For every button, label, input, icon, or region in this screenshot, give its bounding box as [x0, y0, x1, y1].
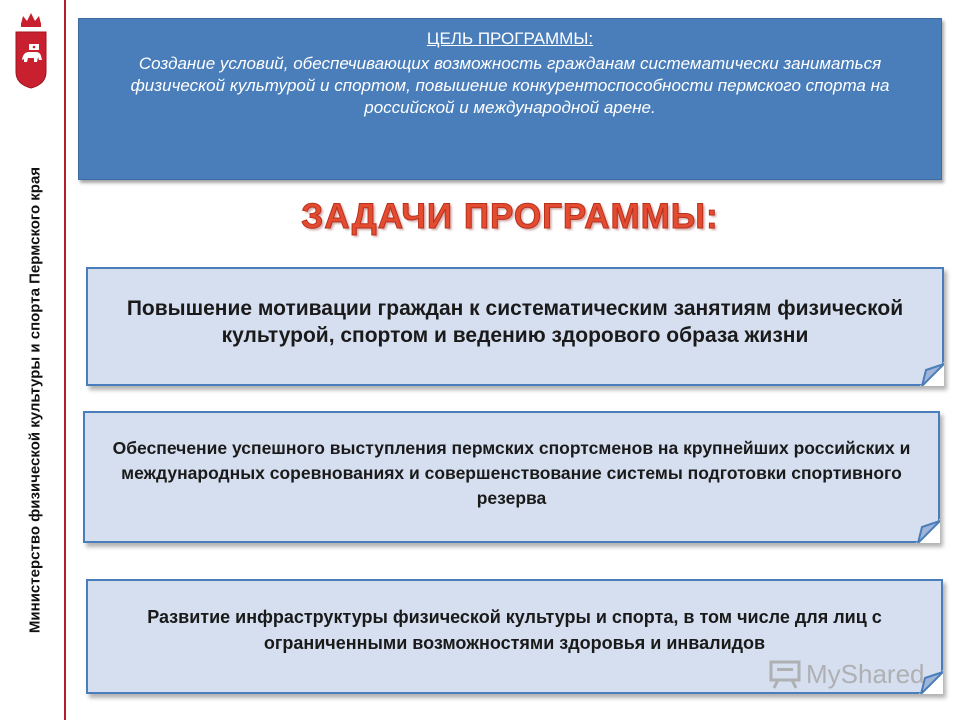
tasks-heading: ЗАДАЧИ ПРОГРАММЫ:: [301, 197, 719, 236]
task-box-1: [86, 267, 944, 386]
watermark-text: MyShared: [806, 658, 925, 689]
presentation-board-icon: [768, 659, 802, 689]
program-goal-box: [78, 18, 942, 180]
task-text-1: Повышение мотивации граждан к систематическим занятиям физической культурой, спортом и ведению здорового образа жизни: [126, 296, 904, 347]
goal-title: ЦЕЛЬ ПРОГРАММЫ:: [426, 29, 594, 48]
page-fold-icon: [920, 362, 944, 386]
page-fold-icon: [916, 519, 940, 543]
task-text-2: Обеспечение успешного выступления пермских спортсменов на крупнейших российских и международных соревнованиях и совершенствование системы подготовки спортивного резерва: [112, 437, 911, 508]
perm-krai-emblem-icon: [14, 10, 48, 90]
goal-text: Создание условий, обеспечивающих возможность гражданам систематически заниматься физической культурой и спортом, повышение конкурентоспособности пермского спорта на российской и международной арене.: [130, 54, 890, 117]
ministry-name-vertical: Министерство физической культуры и спорта Пермского края: [26, 166, 44, 634]
task-text-3: Развитие инфраструктуры физической культуры и спорта, в том числе для лиц с ограниченными возможностями здоровья и инвалидов: [147, 606, 882, 653]
myshared-watermark: [768, 656, 925, 692]
sidebar-divider: [64, 0, 66, 720]
task-box-2: [83, 411, 940, 543]
